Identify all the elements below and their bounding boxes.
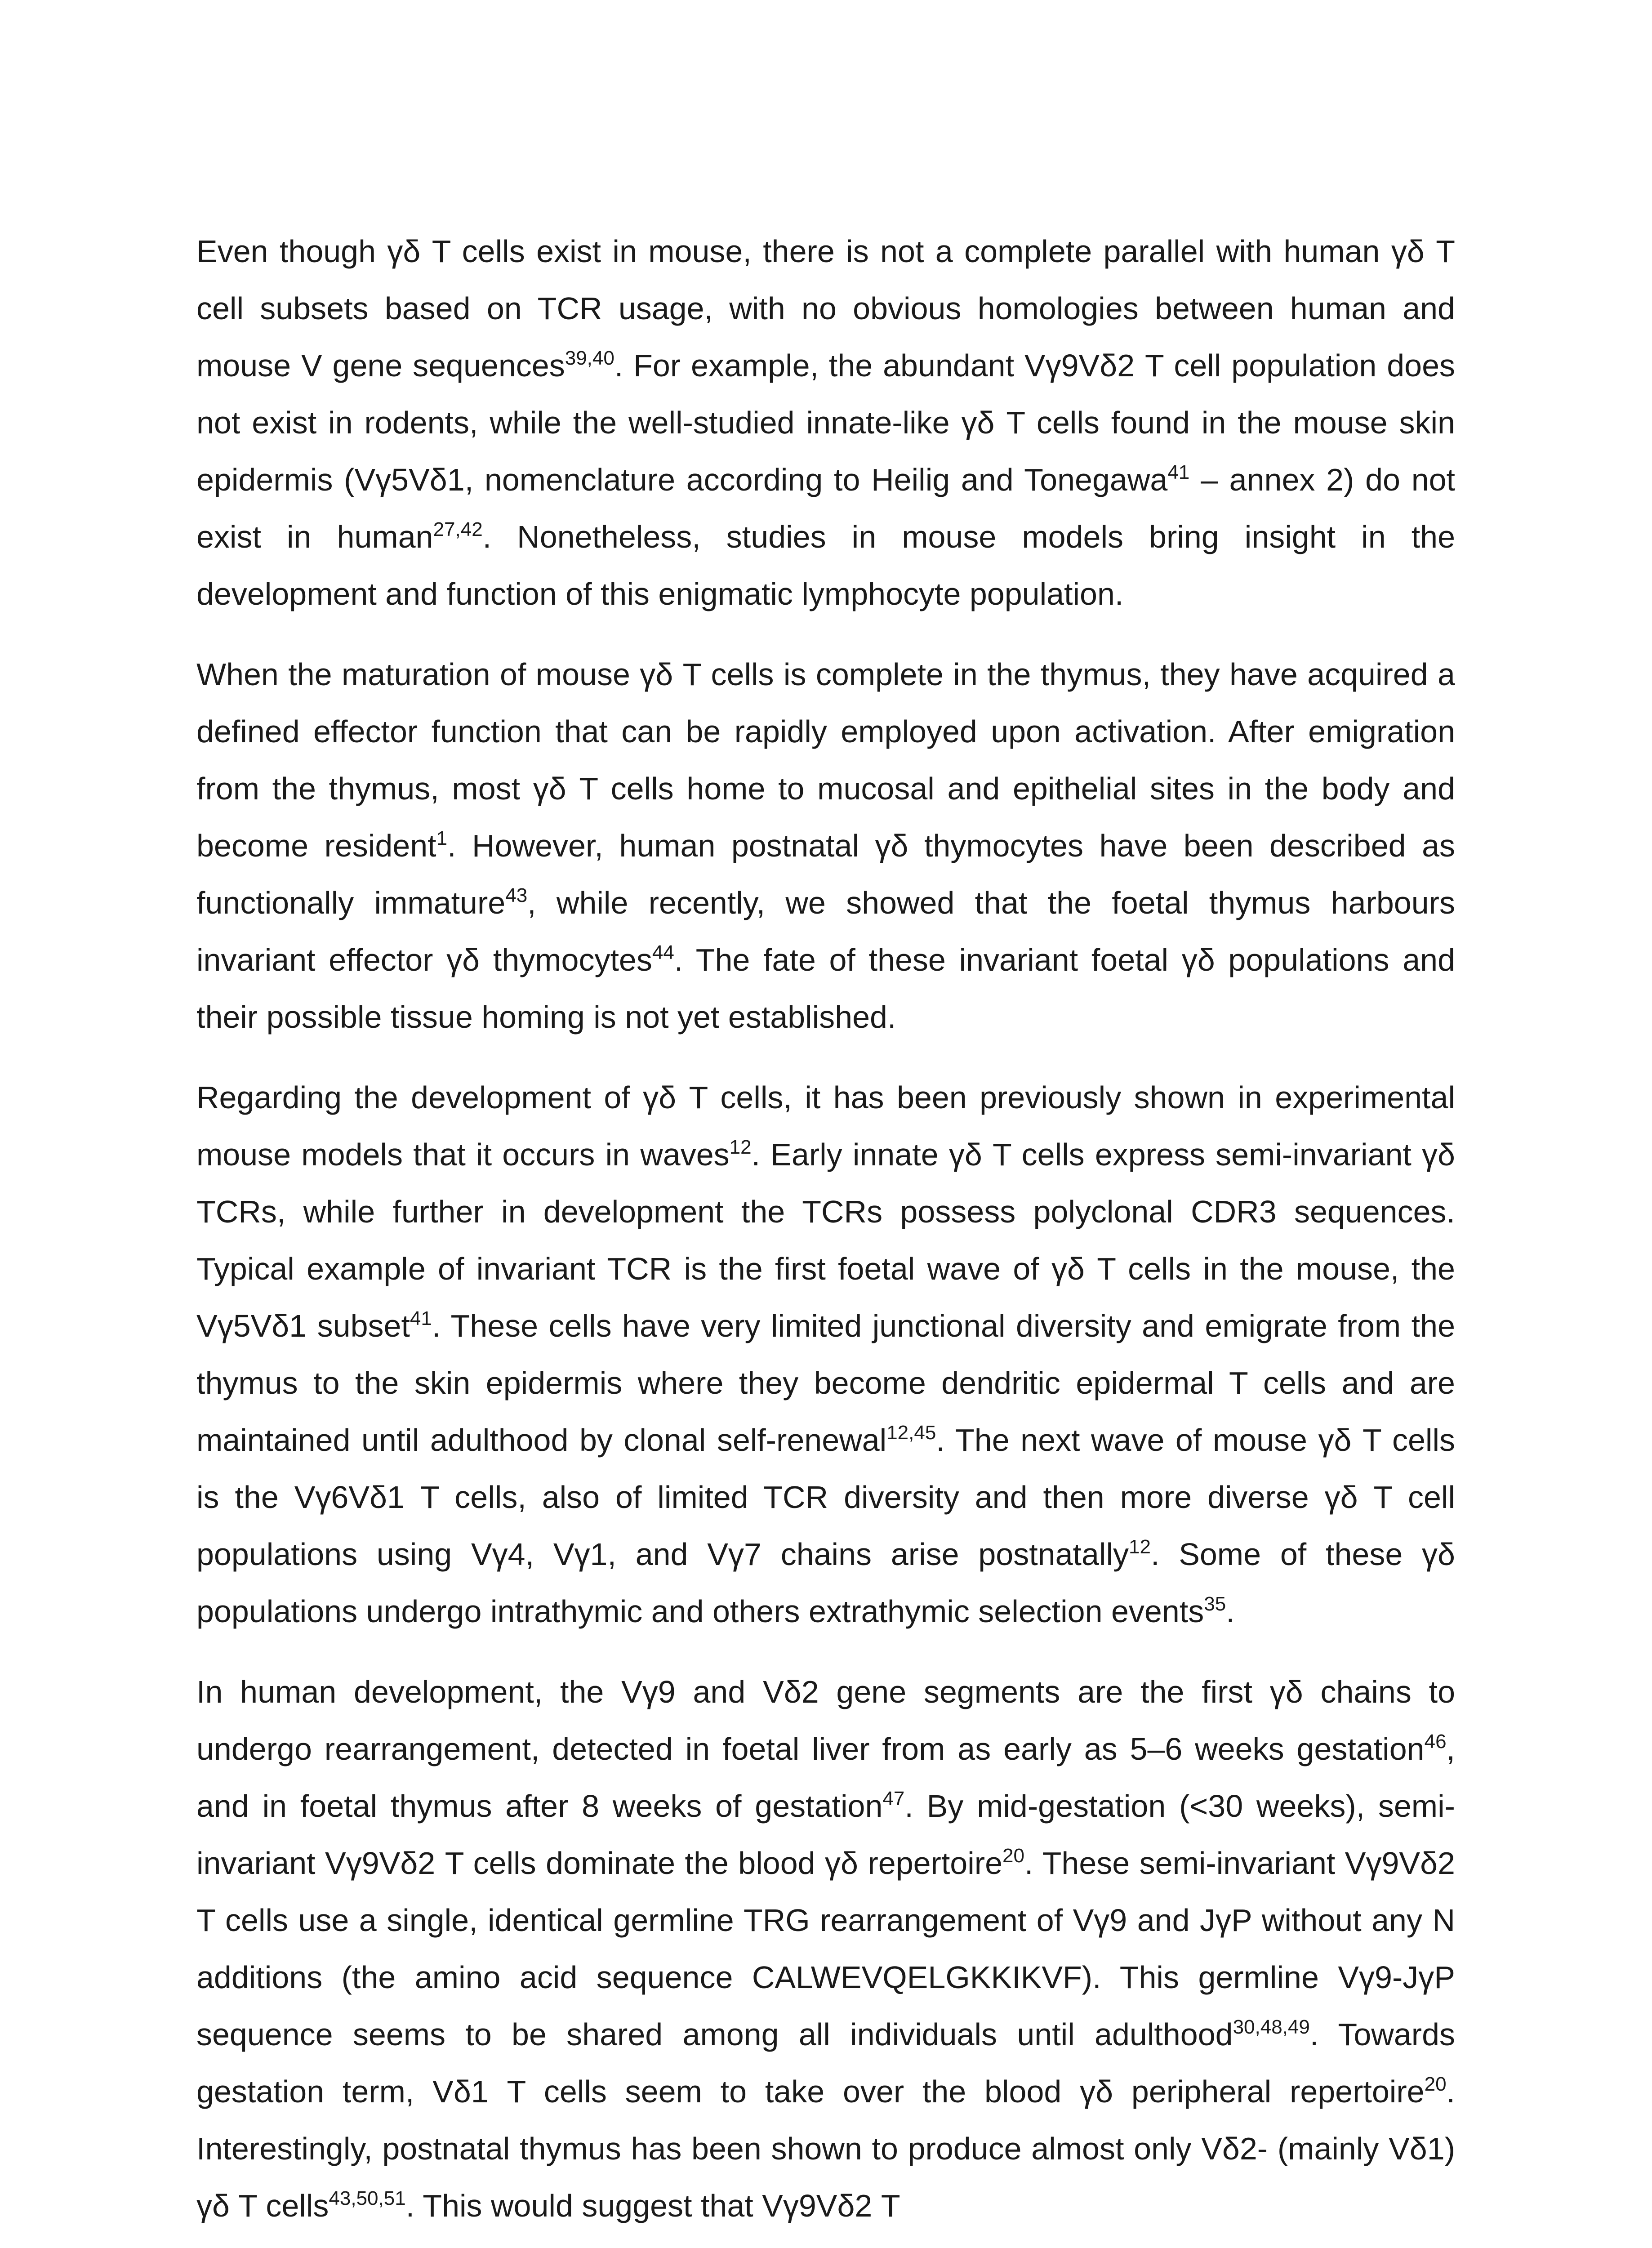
text-segment: . However, human postnatal γδ thymocytes have been described as functionally immature — [196, 828, 1456, 920]
citation-superscript: 12 — [1129, 1536, 1151, 1558]
citation-superscript: 27,42 — [433, 518, 483, 540]
citation-superscript: 30,48,49 — [1233, 2016, 1310, 2038]
text-segment: . The next wave of mouse γδ T cells is the Vγ6Vδ1 T cells, also of limited TCR diversity and then more diverse γδ T cell populations using Vγ4, Vγ1, and Vγ7 chains arise postnatally — [196, 1423, 1455, 1572]
text-segment: . Towards gestation term, Vδ1 T cells seem to take over the blood γδ peripheral repertoire — [196, 2017, 1455, 2109]
citation-superscript: 44 — [652, 941, 674, 963]
citation-superscript: 20 — [1002, 1845, 1024, 1867]
text-segment: . For example, the abundant Vγ9Vδ2 T cell population does not exist in rodents, while the well-studied innate-like γδ T cells found in the mouse skin epidermis (Vγ5Vδ1, nomenclature according to Heilig and Tonegawa — [196, 348, 1455, 497]
text-segment: . By mid-gestation (<30 weeks), semi-invariant Vγ9Vδ2 T cells dominate the blood γδ repertoire — [196, 1789, 1455, 1881]
paragraph — [196, 1664, 1455, 2235]
text-segment: When the maturation of mouse γδ T cells is complete in the thymus, they have acquired a defined effector function that can be rapidly employed upon activation. After emigration from the thymus, most γδ T cells home to mucosal and epithelial sites in the body and become resident — [196, 657, 1455, 863]
paragraph — [196, 1069, 1455, 1640]
text-segment: . Early innate γδ T cells express semi-invariant γδ TCRs, while further in development the TCRs possess polyclonal CDR3 sequences. Typical example of invariant TCR is the first foetal wave of γδ T cells in the mouse, the Vγ5Vδ1 subset — [196, 1137, 1455, 1343]
text-segment: Regarding the development of γδ T cells, it has been previously shown in experimental mouse models that it occurs in waves — [196, 1080, 1455, 1172]
text-segment: . These semi-invariant Vγ9Vδ2 T cells use a single, identical germline TRG rearrangement of Vγ9 and JγP without any N additions (the amino acid sequence CALWEVQELGKKIKVF). This germline Vγ9-JγP sequence seems to be shared among all individuals until adulthood — [196, 1846, 1455, 2052]
citation-superscript: 12,45 — [886, 1422, 936, 1444]
citation-superscript: 41 — [1167, 461, 1190, 483]
paragraph — [196, 223, 1455, 623]
paragraph — [196, 646, 1455, 1046]
citation-superscript: 20 — [1424, 2073, 1447, 2095]
citation-superscript: 35 — [1204, 1593, 1226, 1615]
text-segment: , and in foetal thymus after 8 weeks of gestation — [196, 1731, 1455, 1824]
citation-superscript: 46 — [1424, 1731, 1447, 1753]
text-segment: – annex 2) do not exist in human — [196, 462, 1455, 554]
text-segment: , while recently, we showed that the foetal thymus harbours invariant effector γδ thymocytes — [196, 885, 1455, 977]
text-segment: Even though γδ T cells exist in mouse, there is not a complete parallel with human γδ T cell subsets based on TCR usage, with no obvious homologies between human and mouse V gene sequences — [196, 234, 1455, 383]
body-text — [196, 223, 1455, 2248]
citation-superscript: 1 — [436, 827, 448, 849]
text-segment: . Interestingly, postnatal thymus has been shown to produce almost only Vδ2- (mainly Vδ1) γδ T cells — [196, 2074, 1455, 2223]
citation-superscript: 41 — [410, 1307, 432, 1329]
citation-superscript: 43 — [505, 884, 528, 906]
citation-superscript: 47 — [882, 1788, 905, 1810]
text-segment: . — [1226, 1594, 1235, 1629]
text-segment: . The fate of these invariant foetal γδ populations and their possible tissue homing is not yet established. — [196, 942, 1455, 1035]
citation-superscript: 39,40 — [565, 347, 614, 369]
citation-superscript: 43,50,51 — [329, 2187, 406, 2209]
text-segment: . These cells have very limited junctional diversity and emigrate from the thymus to the skin epidermis where they become dendritic epidermal T cells and are maintained until adulthood by clonal self-renewal — [196, 1308, 1455, 1458]
text-segment: . Some of these γδ populations undergo intrathymic and others extrathymic selection events — [196, 1537, 1456, 1629]
text-segment: In human development, the Vγ9 and Vδ2 gene segments are the first γδ chains to undergo rearrangement, detected in foetal liver from as early as 5–6 weeks gestation — [196, 1674, 1455, 1766]
text-segment: . This would suggest that Vγ9Vδ2 T — [405, 2188, 900, 2223]
citation-superscript: 12 — [729, 1136, 752, 1158]
text-segment: . Nonetheless, studies in mouse models bring insight in the development and function of this enigmatic lymphocyte population. — [196, 519, 1456, 611]
